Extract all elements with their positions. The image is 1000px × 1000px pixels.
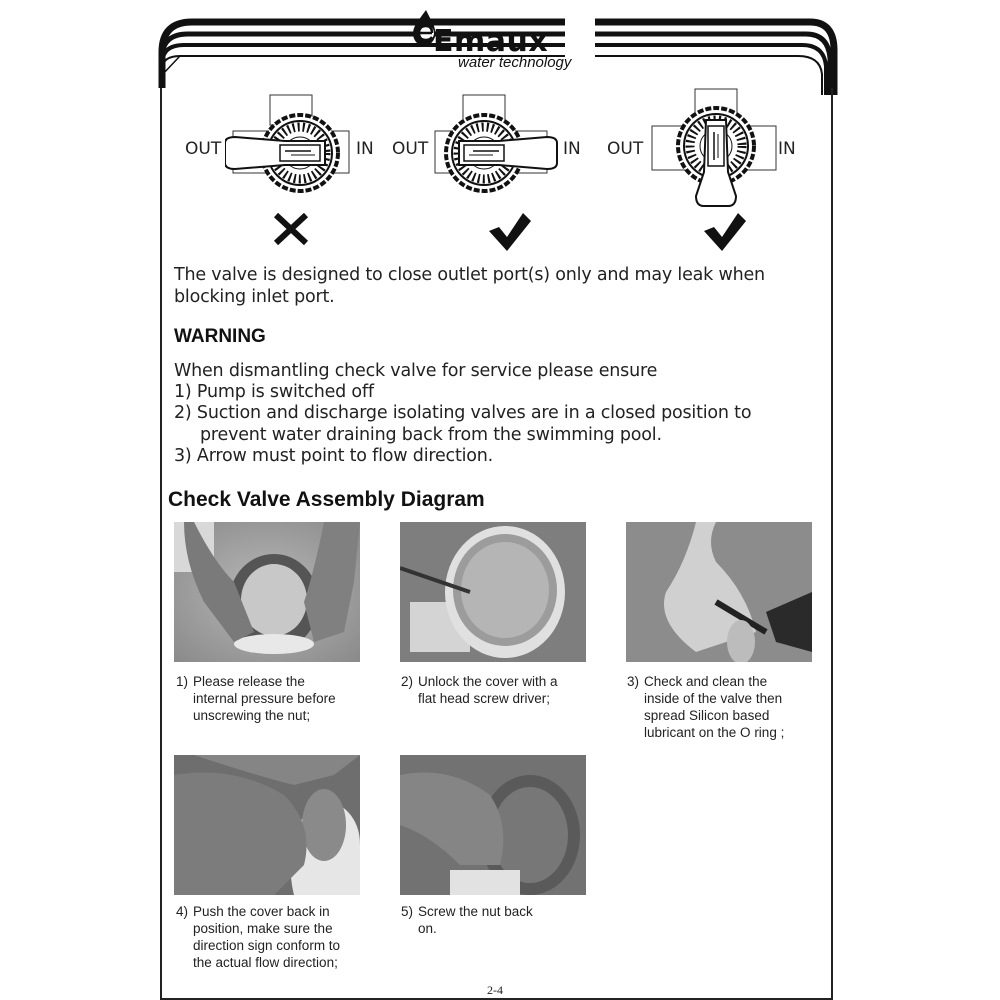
step-line: internal pressure before [193, 691, 336, 706]
step-number: 4) [176, 904, 189, 919]
step-line: Push the cover back in [193, 904, 330, 919]
step-number: 2) [401, 674, 414, 689]
warning-item-2-cont: prevent water draining back from the swimming pool. [200, 425, 662, 445]
step-line: spread Silicon based [644, 708, 770, 723]
step-4-caption [176, 903, 340, 971]
step-line: lubricant on the O ring ; [644, 725, 785, 740]
step-line: Screw the nut back [418, 904, 533, 919]
step-line: position, make sure the [193, 921, 333, 936]
intro-line-1: The valve is designed to close outlet port(s) only and may leak when [174, 265, 765, 285]
valve-in-label: IN [356, 139, 374, 159]
warning-item-3: 3) Arrow must point to flow direction. [174, 446, 494, 466]
step-1-caption [176, 673, 336, 724]
brand-tagline: water technology [458, 54, 572, 71]
step-number: 1) [176, 674, 189, 689]
valve-in-label: IN [563, 139, 581, 159]
step-2-caption [401, 673, 558, 707]
step-line: inside of the valve then [644, 691, 783, 706]
valve-out-label: OUT [185, 139, 222, 159]
step-3-caption [627, 673, 784, 741]
step-3-photo [626, 522, 812, 662]
correct-check-icon [704, 213, 746, 251]
valve-handle-down-icon [650, 88, 780, 218]
step-line: the actual flow direction; [193, 955, 338, 970]
warning-title: WARNING [174, 326, 266, 347]
assembly-title: Check Valve Assembly Diagram [168, 488, 485, 511]
incorrect-x-icon [273, 213, 309, 245]
step-number: 5) [401, 904, 414, 919]
valve-diagram-3 [606, 88, 806, 258]
valve-handle-out-icon [225, 93, 355, 208]
step-line: on. [418, 921, 437, 936]
valve-out-label: OUT [607, 139, 644, 159]
warning-item-1: 1) Pump is switched off [174, 382, 374, 402]
step-1-photo [174, 522, 360, 662]
intro-line-2: blocking inlet port. [174, 287, 335, 307]
step-line: Unlock the cover with a [418, 674, 558, 689]
valve-in-label: IN [778, 139, 796, 159]
valve-out-label: OUT [392, 139, 429, 159]
valve-handle-in-icon [429, 93, 559, 208]
page-number: 2-4 [487, 983, 503, 997]
step-line: Check and clean the [644, 674, 768, 689]
step-line: Please release the [193, 674, 305, 689]
valve-diagram-2 [391, 88, 591, 258]
step-line: flat head screw driver; [418, 691, 551, 706]
warning-item-2: 2) Suction and discharge isolating valves are in a closed position to [174, 403, 752, 423]
step-line: unscrewing the nut; [193, 708, 311, 723]
brand-name: Emaux [433, 24, 549, 59]
warning-lead: When dismantling check valve for service please ensure [174, 361, 658, 381]
step-line: direction sign conform to [193, 938, 341, 953]
valve-diagram-1 [183, 88, 383, 258]
step-2-photo [400, 522, 586, 662]
step-5-photo [400, 755, 586, 895]
step-5-caption [401, 903, 533, 937]
correct-check-icon [489, 213, 531, 251]
step-number: 3) [627, 674, 640, 689]
step-4-photo [174, 755, 360, 895]
